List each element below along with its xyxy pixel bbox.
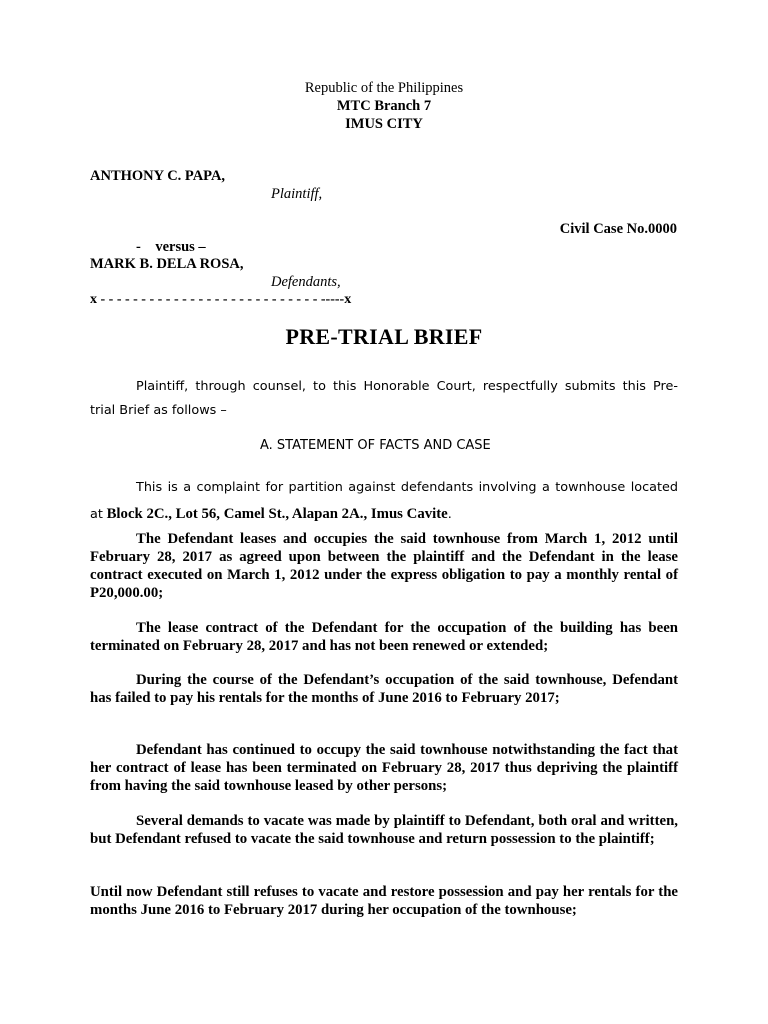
court-branch-line: MTC Branch 7 (336, 98, 432, 114)
property-address: Block 2C., Lot 56, Camel St., Alapan 2A., Imus Cavite (106, 506, 448, 522)
complaint-line-2 (90, 506, 452, 523)
caption-separator: x - - - - - - - - - - - - - - - - - - - - - - - - - - - -----x (90, 292, 352, 307)
defendant-role: Defendants, (271, 274, 341, 290)
versus-line: - versus – (136, 239, 206, 255)
case-number: Civil Case No.0000 (559, 221, 677, 237)
complaint-at: at (90, 507, 103, 522)
section-a-heading: A. STATEMENT OF FACTS AND CASE (260, 438, 491, 453)
fact-paragraph: The Defendant leases and occupies the said townhouse from March 1, 2012 until February 28, 2017 as agreed upon between the plaintiff and the Defendant in the lease contract executed on March 1, 2012 under the express obligation to pay a monthly rental of P20,000.00; (90, 531, 678, 601)
document-title: PRE-TRIAL BRIEF (285, 324, 483, 349)
plaintiff-role: Plaintiff, (271, 186, 323, 202)
court-city-line: IMUS CITY (345, 116, 423, 132)
fact-paragraph: Several demands to vacate was made by plaintiff to Defendant, both oral and written, but Defendant refused to vacate the said townhouse and return possession to the plaintiff; (90, 813, 678, 847)
fact-paragraph: The lease contract of the Defendant for the occupation of the building has been terminated on February 28, 2017 and has not been renewed or extended; (90, 620, 678, 654)
court-republic-line: Republic of the Philippines (304, 80, 464, 96)
intro-line-2: trial Brief as follows – (90, 403, 227, 418)
fact-paragraph: Until now Defendant still refuses to vacate and restore possession and pay her rentals for the months June 2016 to February 2017 during her occupation of the townhouse; (90, 884, 678, 918)
fact-paragraph: Defendant has continued to occupy the said townhouse notwithstanding the fact that her contract of lease has been terminated on February 28, 2017 thus depriving the plaintiff from having the said townhouse leased by other persons; (90, 742, 678, 794)
complaint-period: . (447, 507, 452, 522)
fact-paragraph: During the course of the Defendant’s occupation of the said townhouse, Defendant has failed to pay his rentals for the months of June 2016 to February 2017; (90, 672, 678, 706)
plaintiff-name: ANTHONY C. PAPA, (90, 168, 226, 184)
complaint-line-1: This is a complaint for partition against defendants involving a townhouse located (136, 480, 678, 495)
intro-line-1: Plaintiff, through counsel, to this Honorable Court, respectfully submits this Pre- (136, 379, 678, 394)
defendant-name: MARK B. DELA ROSA, (90, 256, 244, 272)
